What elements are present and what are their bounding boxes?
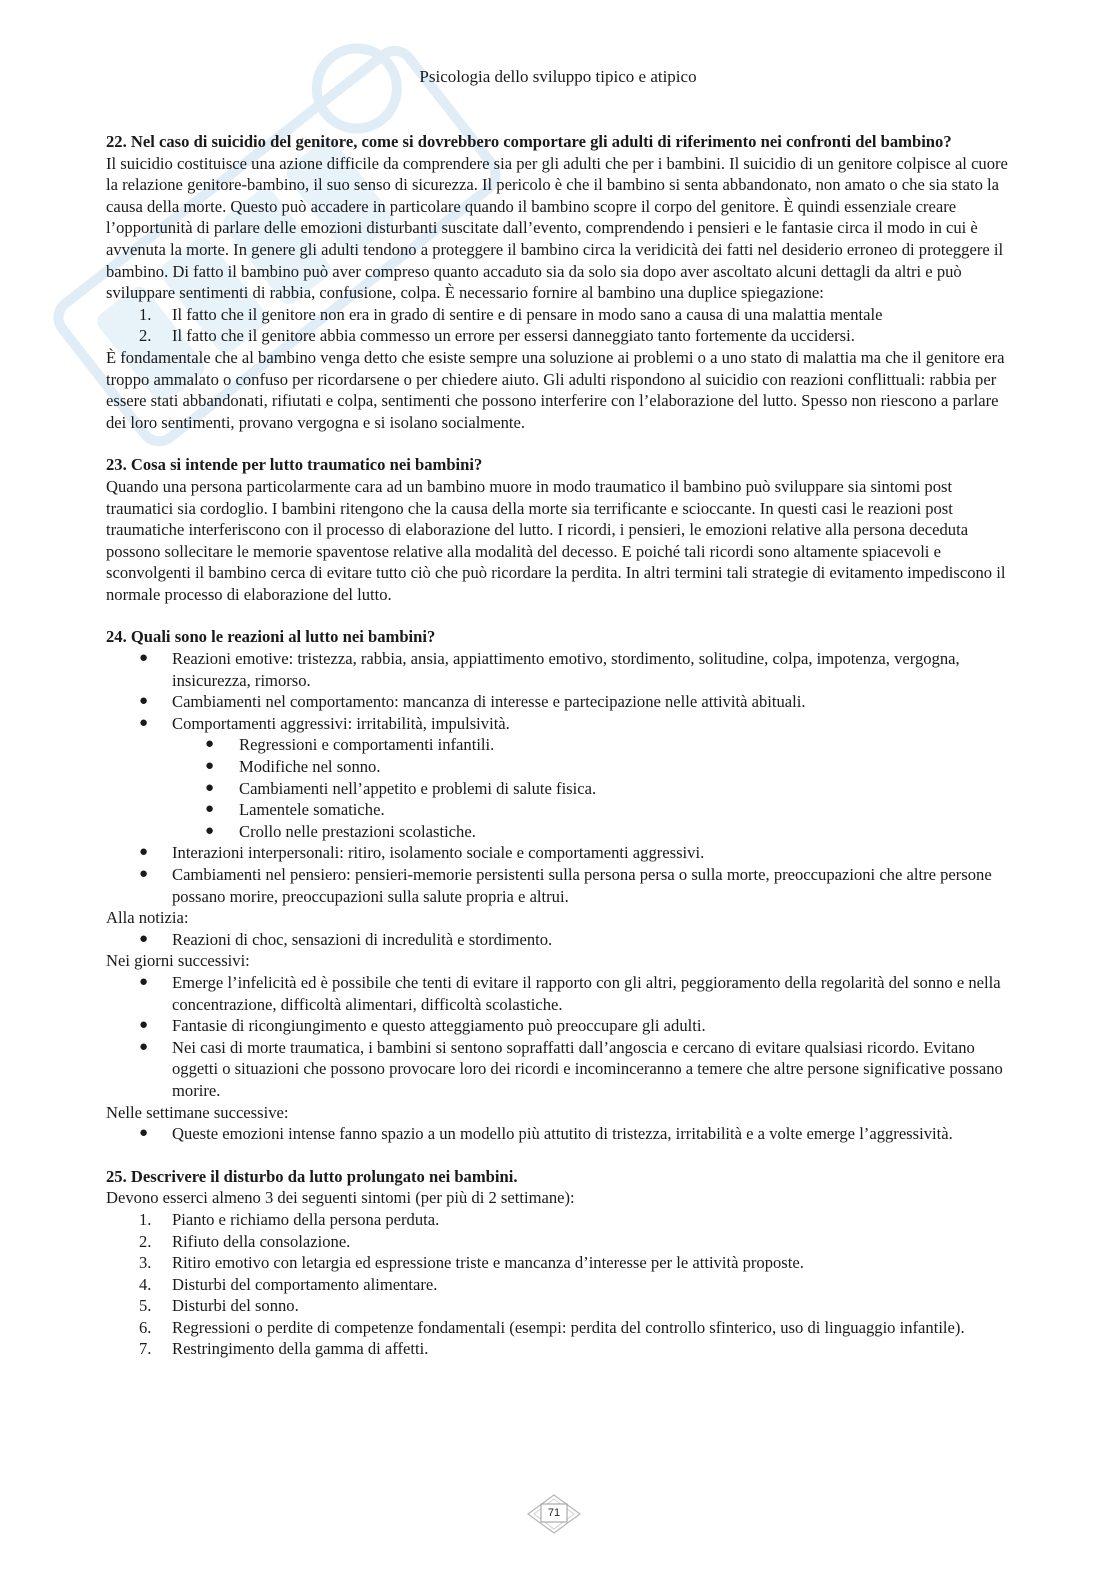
list-item: ● Interazioni interpersonali: ritiro, isolamento sociale e comportamenti aggressivi.: [139, 843, 705, 863]
label-nei-giorni: Nei giorni successivi:: [106, 951, 250, 971]
question-24-bullets-b: [106, 842, 1012, 907]
page-header: Psicologia dello sviluppo tipico e atipico: [419, 67, 697, 86]
list-item: 6. Regressioni o perdite di competenze fondamentali (esempi: perdita del controllo sfinterico, uso di linguaggio infantile).: [139, 1317, 965, 1337]
question-22-title: 22. Nel caso di suicidio del genitore, come si dovrebbero comportare gli adulti di riferimento nei confronti del bambino?: [106, 132, 952, 151]
list-item: ● Crollo nelle prestazioni scolastiche.: [205, 821, 476, 841]
question-24-sub-bullets: [106, 734, 1012, 842]
label-alla-notizia: Alla notizia:: [106, 908, 189, 928]
question-24-bullets-a: [106, 648, 1012, 734]
list-item: ● Modifiche nel sonno.: [205, 757, 381, 777]
list-item: ● Nei casi di morte traumatica, i bambini si sentono sopraffatti dall’angoscia e cercano di evitare qualsiasi ricordo. Evitano oggetti o situazioni che possono provocare loro dei ricordi e incominceranno a temere che altre persone significative possano morire.: [139, 1037, 1003, 1100]
list-item: ● Cambiamenti nel comportamento: mancanza di interesse e partecipazione nelle attività abituali.: [139, 692, 806, 712]
question-23-paragraph: Quando una persona particolarmente cara ad un bambino muore in modo traumatico il bambino può sviluppare sia sintomi post traumatici sia cordoglio. I bambini ritengono che la causa della morte sia terrificante e scioccante. In questi casi le reazioni post traumatiche interferiscono con il processo di elaborazione del lutto. I ricordi, i pensieri, le emozioni relative alla persona deceduta possono sollecitare le memorie spaventose relative alla modalità del decesso. E poiché tali ricordi sono altamente spiacevoli e sconvolgenti il bambino cerca di evitare tutto ciò che può ricordare la perdita. In altri termini tali strategie di evitamento impediscono il normale processo di elaborazione del lutto.: [106, 476, 1006, 604]
question-24-bullets-settimane: [106, 1123, 1012, 1145]
list-item: ● Fantasie di ricongiungimento e questo atteggiamento può preoccupare gli adulti.: [139, 1016, 706, 1036]
list-item: ● Reazioni di choc, sensazioni di incredulità e stordimento.: [139, 929, 553, 949]
question-25-intro: Devono esserci almeno 3 dei seguenti sintomi (per più di 2 settimane):: [106, 1188, 575, 1208]
main-content: [106, 131, 1012, 1360]
list-item: 1. Pianto e richiamo della persona perduta.: [139, 1209, 440, 1229]
question-24-bullets-notizia: [106, 929, 1012, 951]
list-item: 5. Disturbi del sonno.: [139, 1296, 299, 1316]
list-item: 3. Ritiro emotivo con letargia ed espressione triste e mancanza d’interesse per le attività proposte.: [139, 1253, 804, 1273]
label-nelle-settimane: Nelle settimane successive:: [106, 1102, 289, 1122]
list-item: 1. Il fatto che il genitore non era in grado di sentire e di pensare in modo sano a causa di una malattia mentale: [139, 304, 883, 324]
list-item: 7. Restringimento della gamma di affetti.: [139, 1339, 429, 1359]
question-25-title: 25. Descrivere il disturbo da lutto prolungato nei bambini.: [106, 1166, 518, 1186]
question-22-paragraph-1: Il suicidio costituisce una azione difficile da comprendere sia per gli adulti che per i bambini. Il suicidio di un genitore colpisce al cuore la relazione genitore-bambino, il suo senso di sicurezza. Il pericolo è che il bambino si senta abbandonato, non amato o che sia stato la causa della morte. Questo può accadere in particolare quando il bambino scopre il corpo del genitore. È quindi essenziale creare l’opportunità di parlare delle emozioni disturbanti suscitate dall’evento, comprendendo i pensieri e le fantasie circa il modo in cui è avvenuta la morte. In genere gli adulti tendono a proteggere il bambino circa la veridicità dei fatti nel desiderio erroneo di proteggere il bambino. Di fatto il bambino può aver compreso quanto accaduto sia da solo sia dopo aver ascoltato alcuni dettagli da altri e può sviluppare sentimenti di rabbia, confusione, colpa. È necessario fornire al bambino una duplice spiegazione:: [106, 153, 1008, 303]
list-item: ● Emerge l’infelicità ed è possibile che tenti di evitare il rapporto con gli altri, peggioramento della regolarità del sonno e nella concentrazione, difficoltà alimentari, difficoltà scolastiche.: [139, 972, 1001, 1014]
question-25-list: [106, 1209, 1012, 1360]
list-item: 2. Il fatto che il genitore abbia commesso un errore per essersi danneggiato tanto fortemente da uccidersi.: [139, 326, 855, 346]
list-item: ● Lamentele somatiche.: [205, 800, 385, 820]
list-item: ● Reazioni emotive: tristezza, rabbia, ansia, appiattimento emotivo, stordimento, solitudine, colpa, impotenza, vergogna, insicurezza, rimorso.: [139, 649, 960, 690]
list-item: ● Cambiamenti nel pensiero: pensieri-memorie persistenti sulla persona persa o sulla morte, preoccupazioni che altre persone possano morire, preoccupazioni sulla salute propria e altrui.: [139, 865, 992, 906]
question-22-paragraph-2: È fondamentale che al bambino venga detto che esiste sempre una soluzione ai problemi o a uno stato di malattia ma che il genitore era troppo ammalato o confuso per ricordarsene o per chiedere aiuto. Gli adulti rispondono al suicidio con reazioni conflittuali: rabbia per essere stati abbandonati, rifiutati e colpa, sentimenti che possono interferire con l’elaborazione del lutto. Spesso non riescono a parlare dei loro sentimenti, provano vergogna e si isolano socialmente.: [106, 347, 1005, 432]
list-item: ● Cambiamenti nell’appetito e problemi di salute fisica.: [205, 778, 597, 798]
question-24-bullets-giorni: [106, 972, 1012, 1102]
list-item: 2. Rifiuto della consolazione.: [139, 1231, 351, 1251]
page-number: 71: [547, 1507, 561, 1519]
list-item: ● Comportamenti aggressivi: irritabilità, impulsività.: [139, 713, 510, 733]
question-24-title: 24. Quali sono le reazioni al lutto nei bambini?: [106, 627, 436, 647]
list-item: ● Regressioni e comportamenti infantili.: [205, 735, 495, 755]
list-item: ● Queste emozioni intense fanno spazio a un modello più attutito di tristezza, irritabilità e a volte emerge l’aggressività.: [139, 1124, 953, 1144]
question-22-list: [106, 304, 1012, 347]
question-23-title: 23. Cosa si intende per lutto traumatico nei bambini?: [106, 455, 483, 475]
list-item: 4. Disturbi del comportamento alimentare.: [139, 1274, 438, 1294]
